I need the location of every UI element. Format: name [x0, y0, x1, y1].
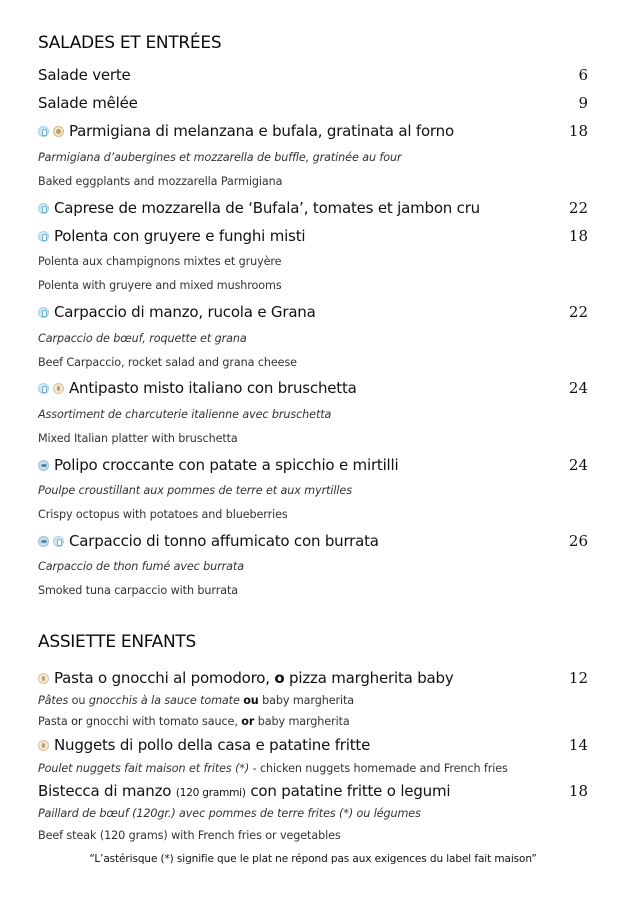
menu-item [38, 532, 588, 550]
fish-icon [38, 536, 49, 547]
dish-price: 6 [578, 66, 588, 84]
menu-item [38, 66, 588, 84]
gluten-icon [53, 383, 64, 394]
menu-item [38, 227, 588, 245]
vegetarian-icon [38, 383, 49, 394]
menu-item [38, 94, 588, 112]
menu-item [38, 122, 588, 140]
dish-description-en: Polenta with gruyere and mixed mushrooms [38, 279, 282, 292]
menu-item [38, 736, 588, 754]
dish-description-fr: Parmigiana d’aubergines et mozzarella de buffle, gratinée au four [38, 151, 402, 164]
menu-item [38, 303, 588, 321]
dish-price: 22 [568, 303, 588, 321]
dish-name: Salade mêlée [38, 94, 138, 112]
dish-name: Polipo croccante con patate a spicchio e mirtilli [54, 456, 399, 474]
dish-description-fr: Polenta aux champignons mixtes et gruyère [38, 255, 282, 268]
dish-name: Nuggets di pollo della casa e patatine fritte [54, 736, 371, 754]
dish-description-fr: Pâtes ou gnocchis à la sauce tomate ou baby margherita [38, 694, 355, 707]
dish-name: Salade verte [38, 66, 131, 84]
fish-icon [38, 460, 49, 471]
menu-item [38, 669, 588, 687]
vegetarian-icon [38, 203, 49, 214]
dish-name: Polenta con gruyere e funghi misti [54, 227, 306, 245]
dish-name: Pasta o gnocchi al pomodoro, o pizza margherita baby [54, 669, 454, 687]
dish-price: 18 [568, 122, 588, 140]
dish-name: Antipasto misto italiano con bruschetta [69, 379, 357, 397]
dish-description-en: Baked eggplants and mozzarella Parmigiana [38, 175, 283, 188]
dish-name: Carpaccio di tonno affumicato con burrata [69, 532, 379, 550]
dish-description: Poulet nuggets fait maison et frites (*) - chicken nuggets homemade and French fries [38, 762, 508, 775]
footnote: “L’astérisque (*) signifie que le plat ne répond pas aux exigences du label fait maison” [89, 853, 537, 865]
dish-description-en: Smoked tuna carpaccio with burrata [38, 584, 239, 597]
vegetarian-icon [38, 231, 49, 242]
dish-price: 9 [578, 94, 588, 112]
dish-price: 18 [568, 227, 588, 245]
dish-description-en: Beef Carpaccio, rocket salad and grana cheese [38, 356, 297, 369]
gluten-icon [38, 740, 49, 751]
dish-name: Parmigiana di melanzana e bufala, gratinata al forno [69, 122, 454, 140]
dish-description-en: Mixed Italian platter with bruschetta [38, 432, 238, 445]
dish-description-en: Beef steak (120 grams) with French fries or vegetables [38, 829, 341, 842]
vegetarian-icon [53, 536, 64, 547]
menu-item [38, 199, 588, 217]
dish-price: 18 [568, 782, 588, 800]
spicy-icon [53, 126, 64, 137]
dish-name: Carpaccio di manzo, rucola e Grana [54, 303, 316, 321]
dish-price: 12 [568, 669, 588, 687]
dish-description-fr: Assortiment de charcuterie italienne avec bruschetta [38, 408, 332, 421]
dish-price: 26 [568, 532, 588, 550]
dish-description-fr: Carpaccio de thon fumé avec burrata [38, 560, 244, 573]
dish-description-fr: Poulpe croustillant aux pommes de terre et aux myrtilles [38, 484, 352, 497]
menu-item [38, 456, 588, 474]
dish-price: 24 [568, 456, 588, 474]
menu-item [38, 379, 588, 397]
dish-price: 14 [568, 736, 588, 754]
vegetarian-icon [38, 126, 49, 137]
dish-description-en: Pasta or gnocchi with tomato sauce, or baby margherita [38, 715, 350, 728]
dish-name: Bistecca di manzo (120 grammi) con patatine fritte o legumi [38, 782, 451, 800]
section-title-entrees: SALADES ET ENTRÉES [38, 33, 222, 53]
menu-item [38, 782, 588, 800]
dish-description-fr: Paillard de bœuf (120gr.) avec pommes de terre frites (*) ou légumes [38, 807, 421, 820]
section-title-enfants: ASSIETTE ENFANTS [38, 632, 196, 652]
dish-description-fr: Carpaccio de bœuf, roquette et grana [38, 332, 247, 345]
vegetarian-icon [38, 307, 49, 318]
dish-price: 22 [568, 199, 588, 217]
dish-description-en: Crispy octopus with potatoes and blueberries [38, 508, 288, 521]
dish-name: Caprese de mozzarella de ‘Bufala’, tomates et jambon cru [54, 199, 480, 217]
gluten-icon [38, 673, 49, 684]
dish-price: 24 [568, 379, 588, 397]
